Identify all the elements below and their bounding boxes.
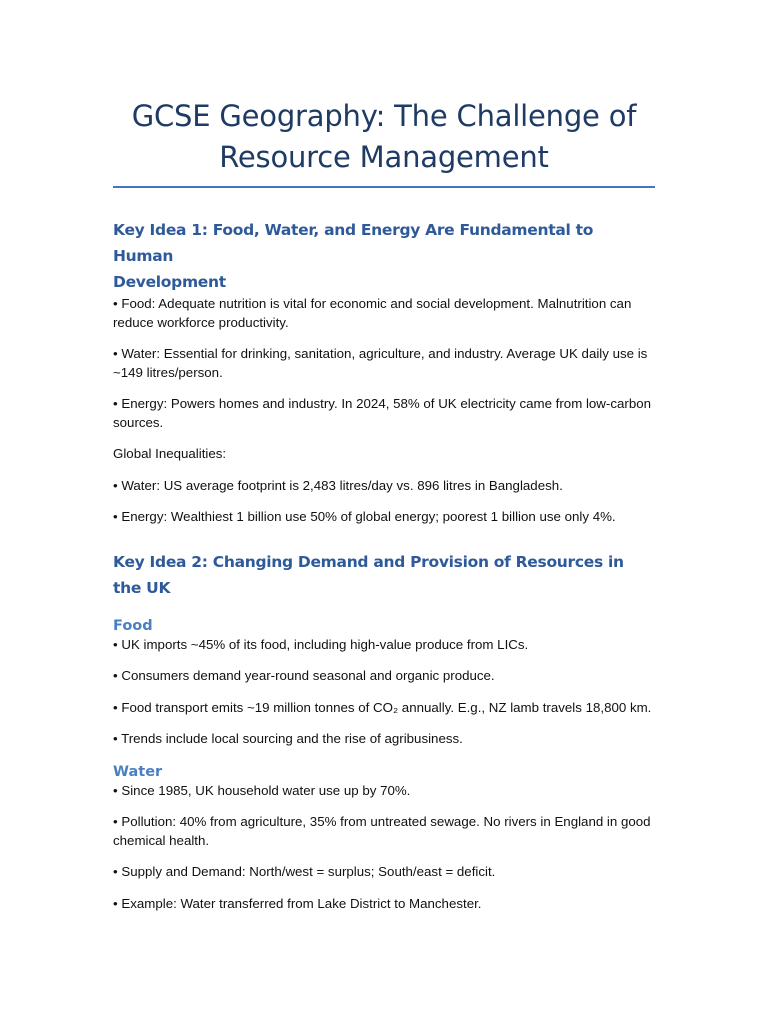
global-inequalities-label: Global Inequalities: xyxy=(113,446,227,461)
water-paragraph-4: • Example: Water transferred from Lake District to Manchester. xyxy=(113,895,482,911)
food-paragraph-2: • Consumers demand year-round seasonal and organic produce. xyxy=(113,668,495,683)
document-title xyxy=(113,96,655,178)
water-paragraph-3: • Supply and Demand: North/west = surplus; South/east = deficit. xyxy=(113,864,496,879)
key-idea-1-heading xyxy=(113,217,655,295)
title-underline xyxy=(113,186,655,188)
inequality-water-paragraph: • Water: US average footprint is 2,483 litres/day vs. 896 litres in Bangladesh. xyxy=(113,477,563,493)
key-idea-1-energy-paragraph: • Energy: Powers homes and industry. In 2024, 58% of UK electricity came from low-carbon sources. xyxy=(113,396,651,430)
document-title-line-2: Resource Management xyxy=(219,140,549,174)
water-subheading: Water xyxy=(113,763,163,780)
inequality-energy-paragraph: • Energy: Wealthiest 1 billion use 50% of global energy; poorest 1 billion use only 4%. xyxy=(113,509,616,524)
key-idea-1-heading-line-2: Development xyxy=(113,273,226,291)
food-paragraph-1: • UK imports ~45% of its food, including high-value produce from LICs. xyxy=(113,636,529,652)
food-paragraph-3: • Food transport emits ~19 million tonnes of CO₂ annually. E.g., NZ lamb travels 18,800 km. xyxy=(113,699,652,715)
food-subheading: Food xyxy=(113,617,153,634)
water-paragraph-1: • Since 1985, UK household water use up by 70%. xyxy=(113,782,411,798)
key-idea-2-heading: Key Idea 2: Changing Demand and Provision of Resources in the UK xyxy=(113,552,624,597)
document-page xyxy=(113,0,655,913)
food-paragraph-4: • Trends include local sourcing and the rise of agribusiness. xyxy=(113,731,463,746)
water-paragraph-2: • Pollution: 40% from agriculture, 35% from untreated sewage. No rivers in England in good chemical health. xyxy=(113,814,651,848)
key-idea-1-food-paragraph: • Food: Adequate nutrition is vital for economic and social development. Malnutrition can reduce workforce productivity. xyxy=(113,296,632,330)
key-idea-1-water-paragraph: • Water: Essential for drinking, sanitation, agriculture, and industry. Average UK daily use is ~149 litres/person. xyxy=(113,346,648,380)
document-title-line-1: GCSE Geography: The Challenge of xyxy=(131,99,637,133)
key-idea-1-heading-line-1: Key Idea 1: Food, Water, and Energy Are Fundamental to Human xyxy=(113,221,594,265)
